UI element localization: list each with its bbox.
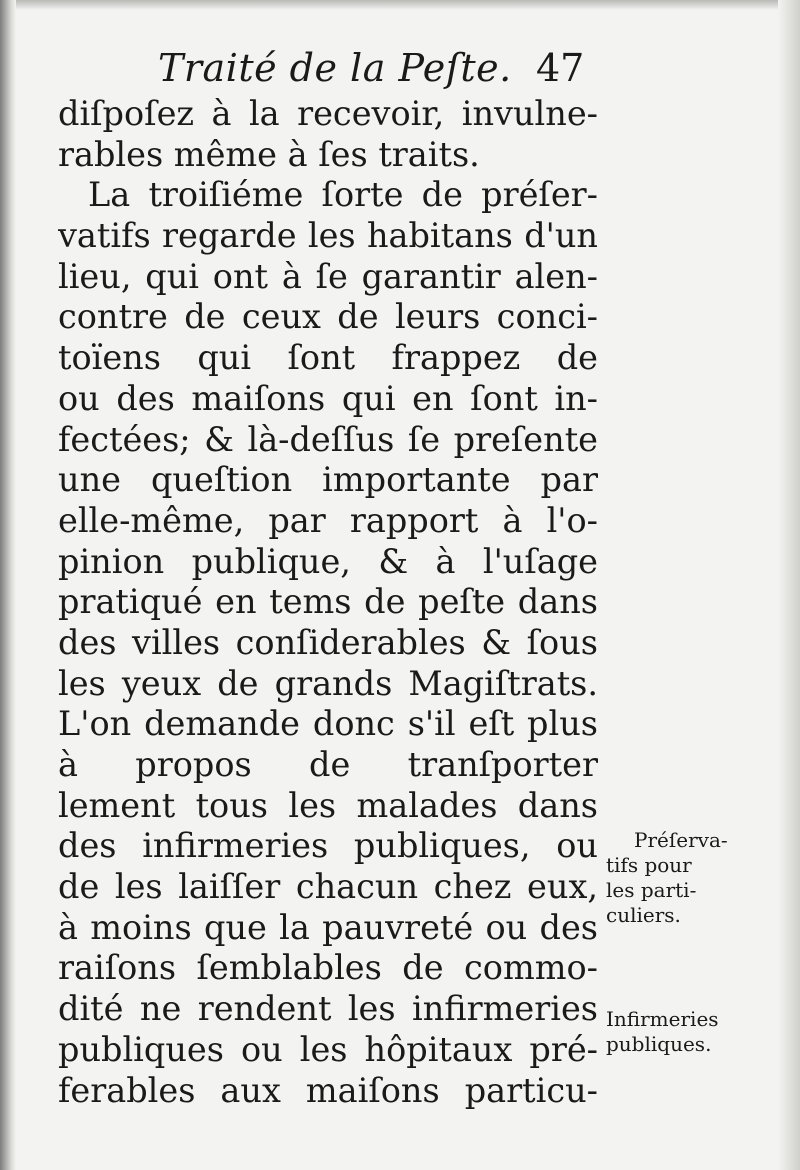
margin-note-line: culiers. xyxy=(606,903,681,927)
page-header xyxy=(158,42,598,94)
text-line: vatifs regarde les habitans d'un xyxy=(58,216,598,256)
text-line: des infirmeries publiques, ou xyxy=(58,826,598,866)
text-line: contre de ceux de leurs conci- xyxy=(58,297,598,337)
margin-note-infirmeries xyxy=(606,1007,786,1057)
text-line: à moins que la pauvreté ou des xyxy=(58,907,598,947)
margin-note-preservatifs xyxy=(606,828,786,928)
margin-note-line: publiques. xyxy=(606,1032,712,1056)
margin-note-line: les parti- xyxy=(606,878,697,902)
text-line: lieu, qui ont à ſe garantir alen- xyxy=(58,256,598,296)
paragraph-start-line: La troiſiéme ſorte de préſer- xyxy=(88,175,598,215)
text-line: de les laiſſer chacun chez eux, xyxy=(58,867,598,907)
text-line: raiſons ſemblables de commo- xyxy=(58,948,598,988)
text-line: diſpoſez à la recevoir, invulne- xyxy=(58,94,598,133)
text-line: à propos de tranſporter xyxy=(58,745,598,784)
text-line: fectées; & là-deſſus ſe preſente xyxy=(58,419,598,459)
text-line: publiques ou les hôpitaux pré- xyxy=(58,1029,598,1069)
text-line: toïens qui ſont frappez de xyxy=(58,338,598,378)
margin-note-line: Préſerva- xyxy=(634,828,728,852)
page-right-edge xyxy=(778,0,800,1170)
margin-note-line: tifs pour xyxy=(606,853,692,877)
page-binding-shadow xyxy=(0,0,16,1170)
running-title: Traité de la Peſte. xyxy=(158,46,512,90)
text-line: une queſtion importante par xyxy=(58,460,598,500)
text-line: pinion publique, & à l'uſage xyxy=(58,541,598,581)
text-line: des villes conſiderables & ſous xyxy=(58,622,598,662)
text-line: ferables aux maiſons particu- xyxy=(58,1070,598,1110)
text-line: pratiqué en tems de peſte dans xyxy=(58,582,598,622)
page-number: 47 xyxy=(536,46,585,90)
text-line: les yeux de grands Magiſtrats. xyxy=(58,663,598,703)
body-text xyxy=(58,94,598,1111)
margin-note-line: Infirmeries xyxy=(606,1007,719,1031)
page-top-shadow xyxy=(0,0,800,10)
text-line: elle-même, par rapport à l'o- xyxy=(58,500,598,540)
text-line: lement tous les malades dans xyxy=(58,785,598,825)
text-line: dité ne rendent les infirmeries xyxy=(58,989,598,1029)
text-line: rables même à ſes traits. xyxy=(58,134,480,174)
text-line: L'on demande donc s'il eſt plus xyxy=(58,704,598,744)
text-line: ou des maiſons qui en ſont in- xyxy=(58,378,598,418)
